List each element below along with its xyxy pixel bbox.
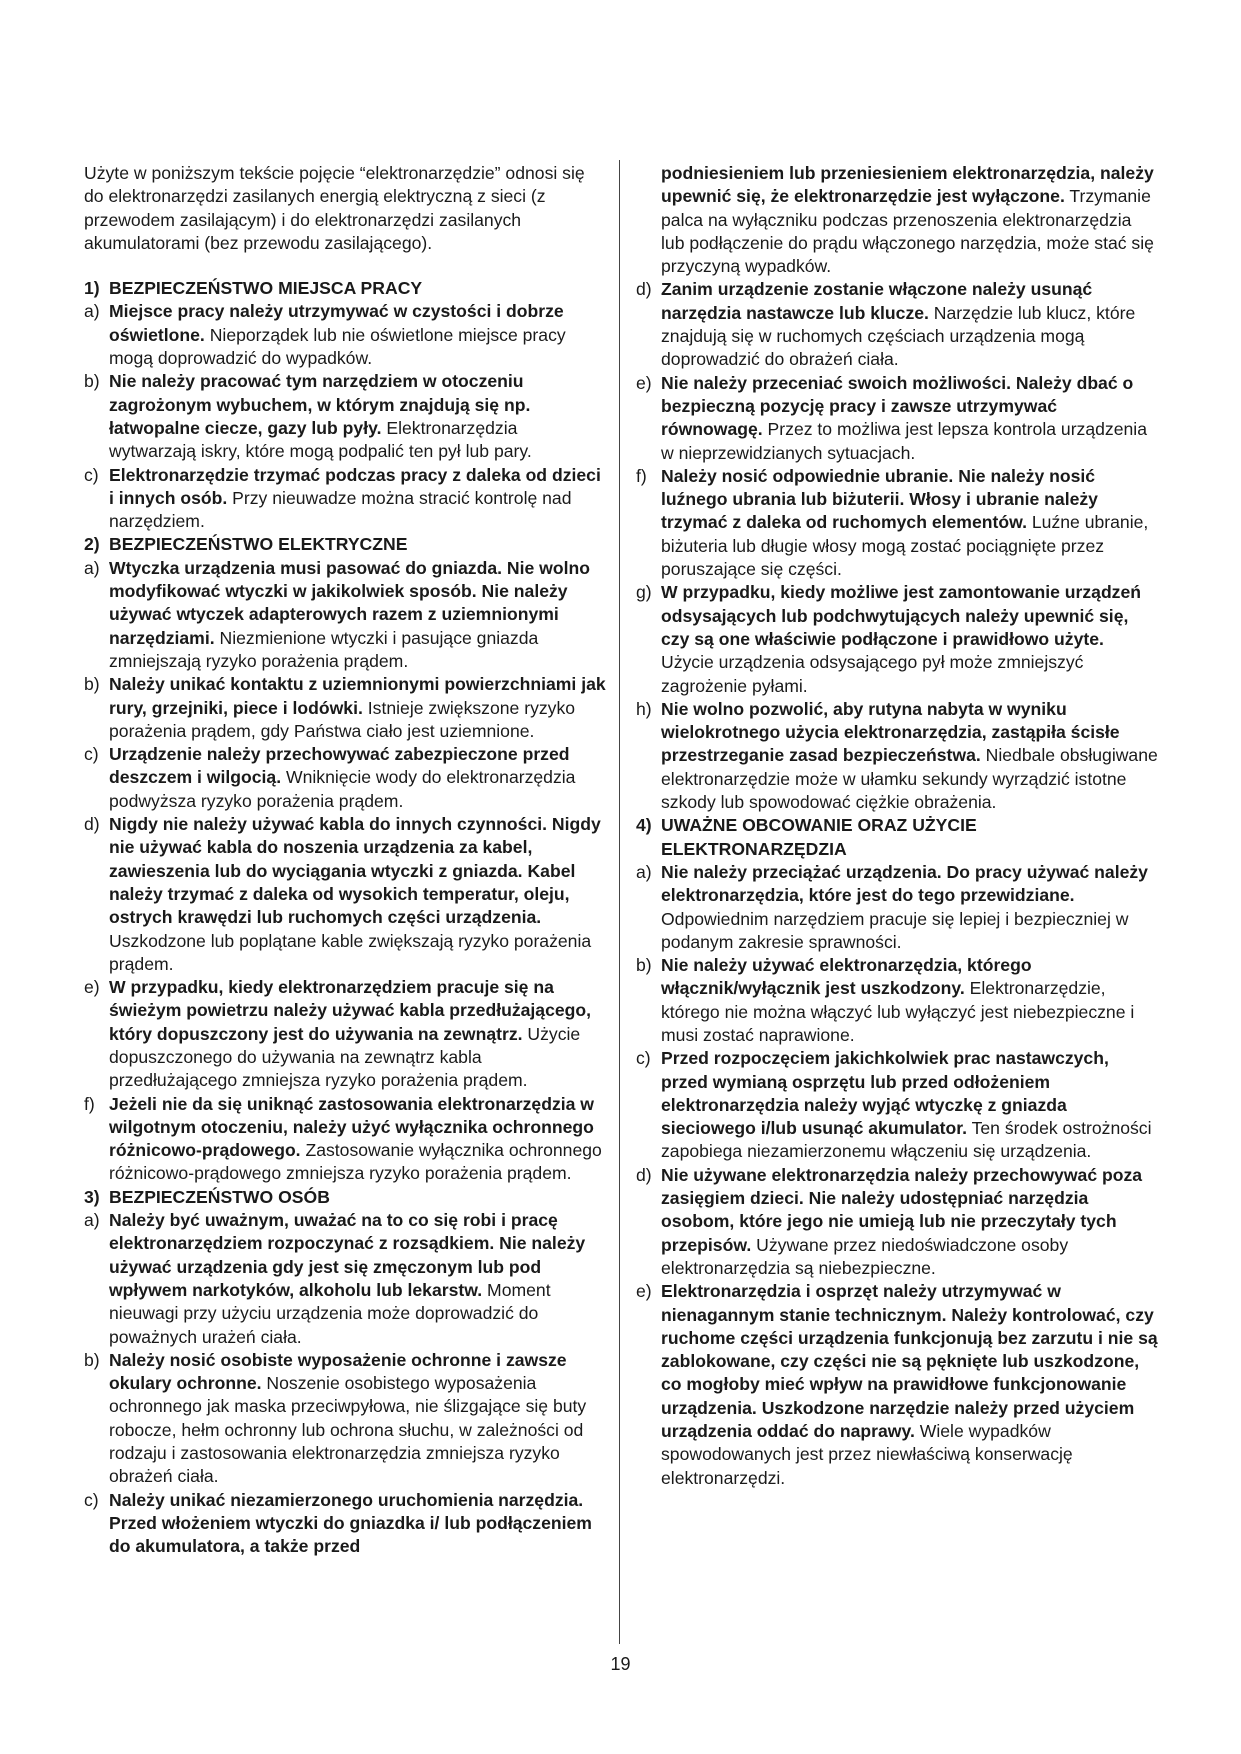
list-item-bold-text: W przypadku, kiedy możliwe jest zamontowanie urządzeń odsysających lub podchwytujących należy upewnić się, czy są one właściwie podłączone i prawidłowo użyte. — [661, 582, 1142, 649]
list-item-bold-text: Nie należy pracować tym narzędziem w otoczeniu zagrożonym wybuchem, w którym znajdują się np. łatwopalne ciecze, gazy lub pyły. — [109, 371, 531, 438]
list-item-text: Wniknięcie wody do elektronarzędzia podwyższa ryzyko porażenia prądem. — [109, 767, 576, 811]
list-item-label: e) — [636, 1281, 652, 1302]
list-item — [84, 673, 606, 743]
list-item — [636, 954, 1158, 1047]
list-item-text: Noszenie osobistego wyposażenia ochronnego jak maska przeciwpyłowa, nie ślizgające się buty robocze, hełm ochronny lub ochrona słuchu, w zależności od rodzaju i zastosowania elektronarzędzia zmniejsza ryzyko obrażeń ciała. — [109, 1373, 587, 1487]
list-item-bold-text: Nie należy używać elektronarzędzia, którego włącznik/wyłącznik jest uszkodzony. — [661, 955, 1032, 999]
list-item-label: a) — [84, 1210, 100, 1231]
list-item — [636, 278, 1158, 371]
list-item-bold-text: Elektronarzędzie trzymać podczas pracy z daleka od dzieci i innych osób. — [109, 464, 601, 508]
list-item — [636, 1047, 1158, 1163]
list-item-label: b) — [84, 674, 100, 695]
list-item-text: Odpowiednim narzędziem pracuje się lepiej i bezpieczniej w podanym zakresie sprawności. — [661, 908, 1129, 952]
list-item-label: h) — [636, 698, 652, 719]
list-item-text: Narzędzie lub klucz, które znajdują się w ruchomych częściach urządzenia mogą doprowadzić do obrażeń ciała. — [661, 302, 1136, 370]
list-item — [84, 1093, 606, 1186]
list-item-label: d) — [636, 1164, 652, 1185]
list-item-label: a) — [84, 557, 100, 578]
list-item-bold-text: Nigdy nie należy używać kabla do innych czynności. Nigdy nie używać kabla do noszenia urządzenia za kabel, zawieszenia lub do wyciągania wtyczki z gniazda. Kabel należy trzymać z daleka od wysokich temperatur, oleju, ostrych krawędzi lub ruchomych części urządzenia. — [109, 814, 601, 928]
list-item-label: f) — [636, 465, 647, 486]
list-item-label: e) — [636, 372, 652, 393]
list-item — [636, 698, 1158, 814]
list-item — [84, 557, 606, 673]
list-item-bold-text: Przed rozpoczęciem jakichkolwiek prac nastawczych, przed wymianą osprzętu lub przed odłożeniem elektronarzędzia należy wyjąć wtyczkę z gniazda sieciowego i/lub usunąć akumulator. — [661, 1048, 1109, 1139]
list-item — [636, 1164, 1158, 1280]
list-item-text: Niedbale obsługiwane elektronarzędzie może w ułamku sekundy wyrządzić istotne szkody lub spowodować ciężkie obrażenia. — [661, 745, 1158, 813]
list-item-bold-text: Należy być uważnym, uważać na to co się robi i pracę elektronarzędziem rozpoczynać z rozsądkiem. Nie należy używać urządzenia gdy jest się zmęczonym lub pod wpływem narkotyków, alkoholu lub lekarstw. — [109, 1210, 586, 1300]
section-4-items — [636, 861, 1158, 1490]
list-item-label: c) — [84, 464, 99, 485]
column-divider — [619, 160, 620, 1644]
list-item — [636, 861, 1158, 954]
list-item-label: d) — [84, 814, 100, 835]
list-item-continuation: podniesieniem lub przeniesieniem elektronarzędzia, należy upewnić się, że elektronarzędzie jest wyłączone. Trzymanie palca na wyłączniku podczas przenoszenia elektronarzędzia lub podłączenie do prądu włączonego narzędzia, może stać się przyczyną wypadków. — [661, 163, 1154, 277]
list-item-bold-text: Urządzenie należy przechowywać zabezpieczone przed deszczem i wilgocią. — [109, 744, 570, 788]
list-item-text: Ten środek ostrożności zapobiega niezamierzonemu włączeniu się urządzenia. — [661, 1118, 1152, 1162]
list-item-label: a) — [84, 301, 100, 322]
page-number: 19 — [610, 1654, 631, 1674]
list-item-label: b) — [84, 1349, 100, 1370]
list-item-label: b) — [84, 371, 100, 392]
section-3-items — [84, 1209, 606, 1558]
list-item — [636, 581, 1158, 697]
list-item-text: Niezmienione wtyczki i pasujące gniazda zmniejszają ryzyko porażenia prądem. — [109, 627, 539, 671]
list-item — [84, 976, 606, 1092]
list-item-text: Wiele wypadków spowodowanych jest przez niewłaściwą konserwację elektronarzędzi. — [661, 1421, 1073, 1488]
list-item-bold-text: Należy nosić odpowiednie ubranie. Nie należy nosić luźnego ubrania lub biżuterii. Włosy i ubranie należy trzymać z daleka od ruchomych elementów. — [661, 465, 1098, 533]
list-item-text: Elektronarzędzia wytwarzają iskry, które mogą podpalić ten pył lub pary. — [109, 417, 532, 462]
left-column — [84, 162, 606, 1559]
list-item — [84, 464, 606, 534]
list-item-label: c) — [84, 1489, 99, 1510]
list-item-label: g) — [636, 582, 652, 603]
list-item-bold-text: Zanim urządzenie zostanie włączone należy usunąć narzędzia nastawcze lub klucze. — [661, 279, 1093, 323]
section-heading-1: 1) BEZPIECZEŃSTWO MIEJSCA PRACY — [84, 278, 423, 299]
list-item-label: b) — [636, 955, 652, 976]
list-item — [636, 465, 1158, 581]
list-item-text: Uszkodzone lub poplątane kable zwiększają ryzyko porażenia prądem. — [109, 930, 592, 974]
intro-paragraph: Użyte w poniższym tekście pojęcie “elektronarzędzie” odnosi się do elektronarzędzi zasilanych energią elektryczną z sieci (z przewodem zasilającym) i do elektronarzędzi zasilanych akumulatorami (bez przewodu zasilającego). — [84, 163, 585, 253]
list-item-label: c) — [636, 1048, 651, 1069]
list-item-bold-text: Miejsce pracy należy utrzymywać w czystości i dobrze oświetlone. — [109, 301, 564, 345]
list-item — [84, 813, 606, 976]
section-2-items — [84, 557, 606, 1186]
list-item-text: Użycie urządzenia odsysającego pył może zmniejszyć zagrożenie pyłami. — [661, 652, 1084, 696]
list-item — [84, 743, 606, 813]
list-item — [636, 372, 1158, 465]
list-item-label: a) — [636, 861, 652, 882]
list-item-text: Używane przez niedoświadczone osoby elektronarzędzia są niebezpieczne. — [661, 1234, 1069, 1278]
list-item-bold-text: Należy unikać niezamierzonego uruchomienia narzędzia. Przed włożeniem wtyczki do gniazdka i/ lub podłączeniem do akumulatora, a także przed — [109, 1489, 592, 1557]
section-1-items — [84, 300, 606, 533]
list-item-text: Moment nieuwagi przy użyciu urządzenia może doprowadzić do poważnych urażeń ciała. — [109, 1279, 551, 1347]
list-item — [84, 1489, 606, 1559]
section-heading-3: 3) BEZPIECZEŃSTWO OSÓB — [84, 1186, 330, 1207]
list-item-label: e) — [84, 977, 100, 998]
list-item — [84, 1349, 606, 1489]
list-item-label: c) — [84, 744, 99, 765]
list-item-text: Nieporządek lub nie oświetlone miejsce pracy mogą doprowadzić do wypadków. — [109, 324, 566, 369]
list-item-text: Przy nieuwadze można stracić kontrolę nad narzędziem. — [109, 487, 572, 532]
list-item-label: d) — [636, 279, 652, 300]
list-item-bold-text: Należy nosić osobiste wyposażenie ochronne i zawsze okulary ochronne. — [109, 1349, 567, 1394]
section-heading-2: 2) BEZPIECZEŃSTWO ELEKTRYCZNE — [84, 534, 408, 555]
list-item-bold-text: Jeżeli nie da się uniknąć zastosowania elektronarzędzia w wilgotnym otoczeniu, należy użyć wyłącznika ochronnego różnicowo-prądowego. — [109, 1093, 594, 1161]
list-item-bold-text: Nie należy przeciążać urządzenia. Do pracy używać należy elektronarzędzia, które jest do tego przewidziane. — [661, 861, 1148, 906]
list-item-text: Zastosowanie wyłącznika ochronnego różnicowo-prądowego zmniejsza ryzyko porażenia prądem. — [109, 1140, 602, 1184]
list-item-text: Przez to możliwa jest lepsza kontrola urządzenia w nieprzewidzianych sytuacjach. — [661, 419, 1147, 463]
right-column — [636, 162, 1158, 1490]
list-item-bold-text: Nie należy przeceniać swoich możliwości. Należy dbać o bezpieczną pozycję pracy i zawsze utrzymywać równowagę. — [661, 372, 1134, 440]
list-item-bold-text: W przypadku, kiedy elektronarzędziem pracuje się na świeżym powietrzu należy używać kabla przedłużającego, który dopuszczony jest do używania na zewnątrz. — [109, 977, 592, 1044]
list-item-text: Elektronarzędzie, którego nie można włączyć lub wyłączyć jest niebezpieczne i musi zostać naprawione. — [661, 978, 1135, 1045]
list-item-bold-text: Nie używane elektronarzędzia należy przechowywać poza zasięgiem dzieci. Nie należy udostępniać narzędzia osobom, które jego nie umieją lub nie przeczytały tych przepisów. — [661, 1164, 1143, 1255]
list-item-bold-text: Należy unikać kontaktu z uziemnionymi powierzchniami jak rury, grzejniki, piece i lodówki. — [109, 674, 606, 718]
list-item-bold-text: Nie wolno pozwolić, aby rutyna nabyta w wyniku wielokrotnego użycia elektronarzędzia, zastąpiła ścisłe przestrzeganie zasad bezpieczeństwa. — [661, 698, 1120, 766]
list-item-text: Luźne ubranie, biżuteria lub długie włosy mogą zostać pociągnięte przez poruszające się części. — [661, 512, 1149, 580]
list-item — [84, 300, 606, 370]
list-item-text: Użycie dopuszczonego do używania na zewnątrz kabla przedłużającego zmniejsza ryzyko porażenia prądem. — [109, 1023, 581, 1091]
list-item-text: Istnieje zwiększone ryzyko porażenia prądem, gdy Państwa ciało jest uziemnione. — [109, 697, 576, 741]
list-item-bold-text: Wtyczka urządzenia musi pasować do gniazda. Nie wolno modyfikować wtyczki w jakikolwiek sposób. Nie należy używać wtyczek adapterowych razem z uziemnionymi narzędziami. — [109, 557, 590, 648]
list-item — [636, 1280, 1158, 1490]
list-item-label: f) — [84, 1093, 95, 1114]
section-heading-4: 4) UWAŻNE OBCOWANIE ORAZ UŻYCIE ELEKTRONARZĘDZIA — [636, 815, 977, 859]
list-item-bold-text: Elektronarzędzia i osprzęt należy utrzymywać w nienagannym stanie technicznym. Należy kontrolować, czy ruchome części urządzenia funkcjonują bez zarzutu i nie są zablokowane, czy części nie są pęknięte lub uszkodzone, co mogłoby mieć wpływ na prawidłowe funkcjonowanie urządzenia. Uszkodzone narzędzie należy przed użyciem urządzenia oddać do naprawy. — [661, 1281, 1158, 1442]
list-item — [84, 370, 606, 463]
section-3-items-continued — [636, 278, 1158, 814]
list-item — [84, 1209, 606, 1349]
